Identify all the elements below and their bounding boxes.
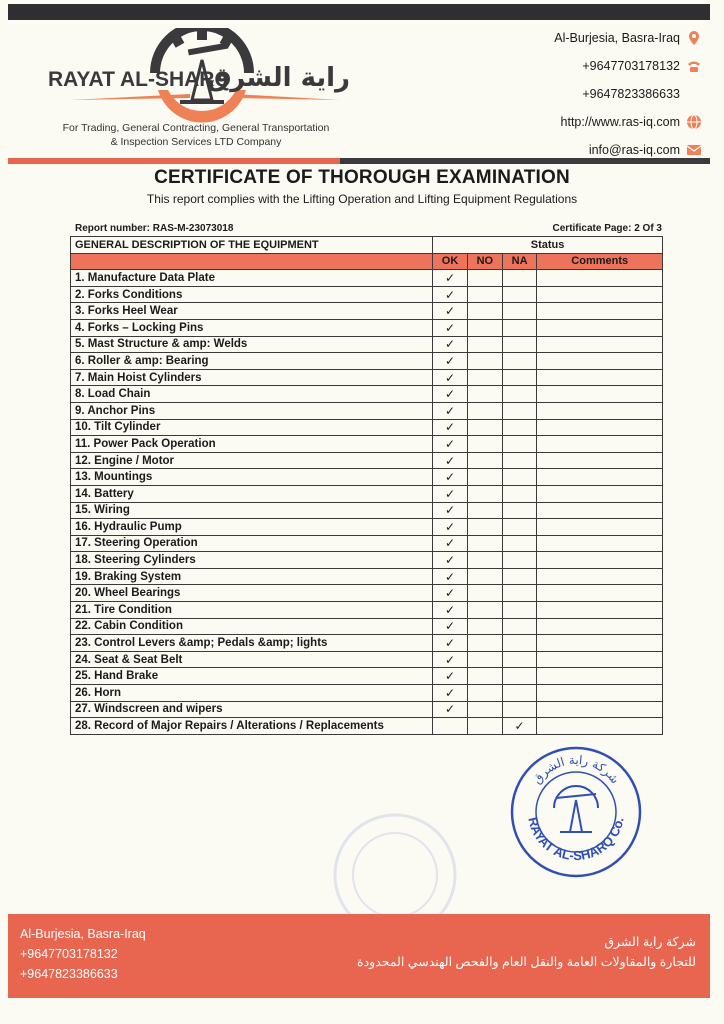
- status-cell-ok: [433, 402, 468, 419]
- comments-cell: [537, 469, 663, 486]
- status-cell-ok: [433, 552, 468, 569]
- comments-cell: [537, 635, 663, 652]
- table-row: [71, 535, 663, 552]
- footer: [8, 914, 710, 998]
- table-row: [71, 602, 663, 619]
- contact-address: [554, 24, 702, 52]
- contact-phone-1: [554, 52, 702, 80]
- check-mark-icon: ✓: [445, 270, 456, 285]
- check-mark-icon: ✓: [445, 370, 456, 385]
- table-row: [71, 485, 663, 502]
- check-mark-icon: ✓: [445, 353, 456, 368]
- status-cell-no: [467, 718, 502, 735]
- status-cell-no: [467, 452, 502, 469]
- status-cell-ok: [433, 436, 468, 453]
- comments-cell: [537, 602, 663, 619]
- item-label: 4. Forks – Locking Pins: [71, 319, 433, 336]
- status-cell-na: [502, 651, 537, 668]
- check-mark-icon: ✓: [445, 702, 456, 717]
- item-label: 23. Control Levers &amp; Pedals &amp; lights: [71, 635, 433, 652]
- brand-name-en: RAYAT AL-SHARQ: [48, 68, 231, 91]
- table-row: [71, 469, 663, 486]
- status-cell-no: [467, 270, 502, 287]
- status-cell-no: [467, 519, 502, 536]
- contact-block: [554, 24, 702, 164]
- status-cell-no: [467, 319, 502, 336]
- contact-phone-1-text[interactable]: +9647703178132: [582, 59, 680, 73]
- section-header: GENERAL DESCRIPTION OF THE EQUIPMENT: [71, 237, 433, 254]
- column-header-comments: Comments: [537, 253, 663, 270]
- status-cell-ok: [433, 270, 468, 287]
- item-label: 2. Forks Conditions: [71, 286, 433, 303]
- comments-cell: [537, 568, 663, 585]
- comments-cell: [537, 552, 663, 569]
- status-cell-no: [467, 485, 502, 502]
- status-header: Status: [433, 237, 663, 254]
- header-blank: [71, 253, 433, 270]
- status-cell-no: [467, 402, 502, 419]
- table-row: [71, 685, 663, 702]
- check-mark-icon: ✓: [514, 719, 525, 734]
- item-label: 19. Braking System: [71, 568, 433, 585]
- contact-address-text: Al-Burjesia, Basra-Iraq: [554, 31, 680, 45]
- table-row: [71, 419, 663, 436]
- check-mark-icon: ✓: [445, 453, 456, 468]
- check-mark-icon: ✓: [445, 652, 456, 667]
- check-mark-icon: ✓: [445, 403, 456, 418]
- company-stamp: [508, 744, 644, 880]
- item-label: 5. Mast Structure & amp: Welds: [71, 336, 433, 353]
- location-pin-icon: [686, 30, 702, 46]
- status-cell-no: [467, 585, 502, 602]
- comments-cell: [537, 618, 663, 635]
- contact-website: [554, 108, 702, 136]
- status-cell-no: [467, 336, 502, 353]
- status-cell-ok: [433, 419, 468, 436]
- check-mark-icon: ✓: [445, 486, 456, 501]
- check-mark-icon: ✓: [445, 436, 456, 451]
- table-row: [71, 701, 663, 718]
- table-row: [71, 386, 663, 403]
- status-cell-na: [502, 402, 537, 419]
- status-cell-no: [467, 303, 502, 320]
- status-cell-no: [467, 419, 502, 436]
- column-header-na: NA: [502, 253, 537, 270]
- status-cell-ok: [433, 485, 468, 502]
- check-mark-icon: ✓: [445, 519, 456, 534]
- status-cell-ok: [433, 369, 468, 386]
- status-cell-no: [467, 668, 502, 685]
- contact-phone-2: [554, 80, 702, 108]
- item-label: 24. Seat & Seat Belt: [71, 651, 433, 668]
- status-cell-ok: [433, 635, 468, 652]
- status-cell-no: [467, 618, 502, 635]
- status-cell-ok: [433, 336, 468, 353]
- table-row: [71, 336, 663, 353]
- status-cell-ok: [433, 685, 468, 702]
- comments-cell: [537, 303, 663, 320]
- comments-cell: [537, 353, 663, 370]
- table-header-row-2: [71, 253, 663, 270]
- item-label: 1. Manufacture Data Plate: [71, 270, 433, 287]
- status-cell-na: [502, 519, 537, 536]
- status-cell-ok: [433, 668, 468, 685]
- globe-icon: [686, 114, 702, 130]
- status-cell-ok: [433, 502, 468, 519]
- status-cell-no: [467, 685, 502, 702]
- comments-cell: [537, 651, 663, 668]
- item-label: 25. Hand Brake: [71, 668, 433, 685]
- check-mark-icon: ✓: [445, 602, 456, 617]
- comments-cell: [537, 319, 663, 336]
- table-row: [71, 718, 663, 735]
- status-cell-no: [467, 502, 502, 519]
- document-subtitle: This report complies with the Lifting Operation and Lifting Equipment Regulations: [146, 192, 578, 206]
- table-row: [71, 303, 663, 320]
- item-label: 8. Load Chain: [71, 386, 433, 403]
- status-cell-na: [502, 552, 537, 569]
- status-cell-na: [502, 386, 537, 403]
- table-row: [71, 568, 663, 585]
- footer-address: Al-Burjesia, Basra-Iraq: [20, 927, 146, 941]
- comments-cell: [537, 402, 663, 419]
- item-label: 22. Cabin Condition: [71, 618, 433, 635]
- status-cell-ok: [433, 701, 468, 718]
- comments-cell: [537, 485, 663, 502]
- comments-cell: [537, 502, 663, 519]
- status-cell-na: [502, 353, 537, 370]
- check-mark-icon: ✓: [445, 553, 456, 568]
- item-label: 3. Forks Heel Wear: [71, 303, 433, 320]
- status-cell-na: [502, 485, 537, 502]
- table-row: [71, 502, 663, 519]
- header-divider: [8, 158, 710, 164]
- status-cell-ok: [433, 452, 468, 469]
- check-mark-icon: ✓: [445, 387, 456, 402]
- stamp-pump-icon: [554, 786, 598, 832]
- certificate-page: Certificate Page: 2 Of 3: [552, 223, 662, 234]
- item-label: 10. Tilt Cylinder: [71, 419, 433, 436]
- item-label: 13. Mountings: [71, 469, 433, 486]
- check-mark-icon: ✓: [445, 619, 456, 634]
- status-cell-ok: [433, 303, 468, 320]
- status-cell-ok: [433, 519, 468, 536]
- report-number: Report number: RAS-M-23073018: [75, 223, 234, 234]
- status-cell-ok: [433, 651, 468, 668]
- item-label: 28. Record of Major Repairs / Alterations / Replacements: [71, 718, 433, 735]
- table-row: [71, 353, 663, 370]
- status-cell-na: [502, 419, 537, 436]
- status-cell-no: [467, 353, 502, 370]
- table-row: [71, 369, 663, 386]
- check-mark-icon: ✓: [445, 470, 456, 485]
- footer-ar-line-2: للتجارة والمقاولات العامة والنقل العام والفحص الهندسي المحدودة: [357, 955, 696, 969]
- status-cell-no: [467, 602, 502, 619]
- table-row: [71, 552, 663, 569]
- check-mark-icon: ✓: [445, 337, 456, 352]
- item-label: 21. Tire Condition: [71, 602, 433, 619]
- status-cell-ok: [433, 469, 468, 486]
- status-cell-no: [467, 386, 502, 403]
- document-title: CERTIFICATE OF THOROUGH EXAMINATION: [154, 167, 570, 188]
- column-header-no: NO: [467, 253, 502, 270]
- status-cell-na: [502, 602, 537, 619]
- comments-cell: [537, 436, 663, 453]
- status-cell-na: [502, 618, 537, 635]
- status-cell-no: [467, 369, 502, 386]
- status-cell-no: [467, 568, 502, 585]
- status-cell-ok: [433, 386, 468, 403]
- comments-cell: [537, 270, 663, 287]
- item-label: 16. Hydraulic Pump: [71, 519, 433, 536]
- comments-cell: [537, 701, 663, 718]
- footer-phone-2[interactable]: +9647823386633: [20, 967, 118, 981]
- phone-icon: [686, 58, 702, 74]
- table-row: [71, 402, 663, 419]
- item-label: 9. Anchor Pins: [71, 402, 433, 419]
- status-cell-no: [467, 635, 502, 652]
- table-row: [71, 585, 663, 602]
- status-cell-na: [502, 502, 537, 519]
- item-label: 14. Battery: [71, 485, 433, 502]
- status-cell-ok: [433, 319, 468, 336]
- contact-email-link[interactable]: info@ras-iq.com: [588, 143, 680, 157]
- status-cell-ok: [433, 353, 468, 370]
- status-cell-no: [467, 651, 502, 668]
- status-cell-na: [502, 270, 537, 287]
- status-cell-na: [502, 336, 537, 353]
- brand-name-ar: راية الشرق: [206, 63, 350, 93]
- table-row: [71, 452, 663, 469]
- status-cell-na: [502, 685, 537, 702]
- status-cell-na: [502, 718, 537, 735]
- company-tagline: [36, 121, 356, 149]
- contact-website-link[interactable]: http://www.ras-iq.com: [560, 115, 680, 129]
- check-mark-icon: ✓: [445, 636, 456, 651]
- status-cell-na: [502, 369, 537, 386]
- check-mark-icon: ✓: [445, 669, 456, 684]
- check-mark-icon: ✓: [445, 569, 456, 584]
- check-mark-icon: ✓: [445, 685, 456, 700]
- comments-cell: [537, 286, 663, 303]
- column-header-ok: OK: [433, 253, 468, 270]
- footer-phone-1[interactable]: +9647703178132: [20, 947, 118, 961]
- status-cell-na: [502, 303, 537, 320]
- status-cell-no: [467, 436, 502, 453]
- footer-contact: [20, 924, 146, 984]
- status-cell-ok: [433, 718, 468, 735]
- status-cell-ok: [433, 602, 468, 619]
- check-mark-icon: ✓: [445, 536, 456, 551]
- check-mark-icon: ✓: [445, 304, 456, 319]
- footer-arabic: [357, 932, 696, 972]
- item-label: 11. Power Pack Operation: [71, 436, 433, 453]
- item-label: 7. Main Hoist Cylinders: [71, 369, 433, 386]
- check-mark-icon: ✓: [445, 420, 456, 435]
- check-mark-icon: ✓: [445, 320, 456, 335]
- comments-cell: [537, 718, 663, 735]
- table-header-row-1: [71, 237, 663, 254]
- comments-cell: [537, 535, 663, 552]
- comments-cell: [537, 519, 663, 536]
- item-label: 12. Engine / Motor: [71, 452, 433, 469]
- status-cell-na: [502, 319, 537, 336]
- table-row: [71, 618, 663, 635]
- table-row: [71, 635, 663, 652]
- equipment-status-table: [70, 236, 663, 735]
- table-row: [71, 668, 663, 685]
- comments-cell: [537, 336, 663, 353]
- status-cell-na: [502, 436, 537, 453]
- status-cell-na: [502, 535, 537, 552]
- table-row: [71, 286, 663, 303]
- item-label: 18. Steering Cylinders: [71, 552, 433, 569]
- comments-cell: [537, 419, 663, 436]
- status-cell-no: [467, 535, 502, 552]
- item-label: 26. Horn: [71, 685, 433, 702]
- check-mark-icon: ✓: [445, 503, 456, 518]
- item-label: 27. Windscreen and wipers: [71, 701, 433, 718]
- stamp-text-ar: شركة راية الشرق: [529, 752, 623, 787]
- status-cell-no: [467, 469, 502, 486]
- comments-cell: [537, 369, 663, 386]
- comments-cell: [537, 668, 663, 685]
- item-label: 20. Wheel Bearings: [71, 585, 433, 602]
- stamp-text-en: RAYAT AL-SHARQ Co.: [525, 815, 627, 864]
- status-cell-ok: [433, 568, 468, 585]
- item-label: 15. Wiring: [71, 502, 433, 519]
- status-cell-na: [502, 635, 537, 652]
- status-cell-na: [502, 452, 537, 469]
- status-cell-na: [502, 286, 537, 303]
- table-row: [71, 651, 663, 668]
- footer-ar-line-1: شركة راية الشرق: [604, 935, 696, 949]
- company-logo: [40, 28, 360, 128]
- comments-cell: [537, 685, 663, 702]
- status-cell-na: [502, 668, 537, 685]
- status-cell-no: [467, 286, 502, 303]
- mail-icon: [686, 142, 702, 158]
- check-mark-icon: ✓: [445, 287, 456, 302]
- status-cell-na: [502, 568, 537, 585]
- check-mark-icon: ✓: [445, 586, 456, 601]
- contact-phone-2-text[interactable]: +9647823386633: [582, 87, 680, 101]
- status-cell-no: [467, 701, 502, 718]
- status-cell-na: [502, 701, 537, 718]
- status-cell-ok: [433, 585, 468, 602]
- tagline-line-2: & Inspection Services LTD Company: [110, 136, 282, 148]
- table-row: [71, 519, 663, 536]
- status-cell-na: [502, 585, 537, 602]
- status-cell-na: [502, 469, 537, 486]
- status-cell-no: [467, 552, 502, 569]
- comments-cell: [537, 585, 663, 602]
- table-row: [71, 436, 663, 453]
- tagline-line-1: For Trading, General Contracting, General Transportation: [62, 122, 330, 134]
- top-bar: [8, 4, 710, 20]
- status-cell-ok: [433, 535, 468, 552]
- status-cell-ok: [433, 618, 468, 635]
- comments-cell: [537, 386, 663, 403]
- item-label: 6. Roller & amp: Bearing: [71, 353, 433, 370]
- comments-cell: [537, 452, 663, 469]
- table-row: [71, 319, 663, 336]
- table-row: [71, 270, 663, 287]
- item-label: 17. Steering Operation: [71, 535, 433, 552]
- status-cell-ok: [433, 286, 468, 303]
